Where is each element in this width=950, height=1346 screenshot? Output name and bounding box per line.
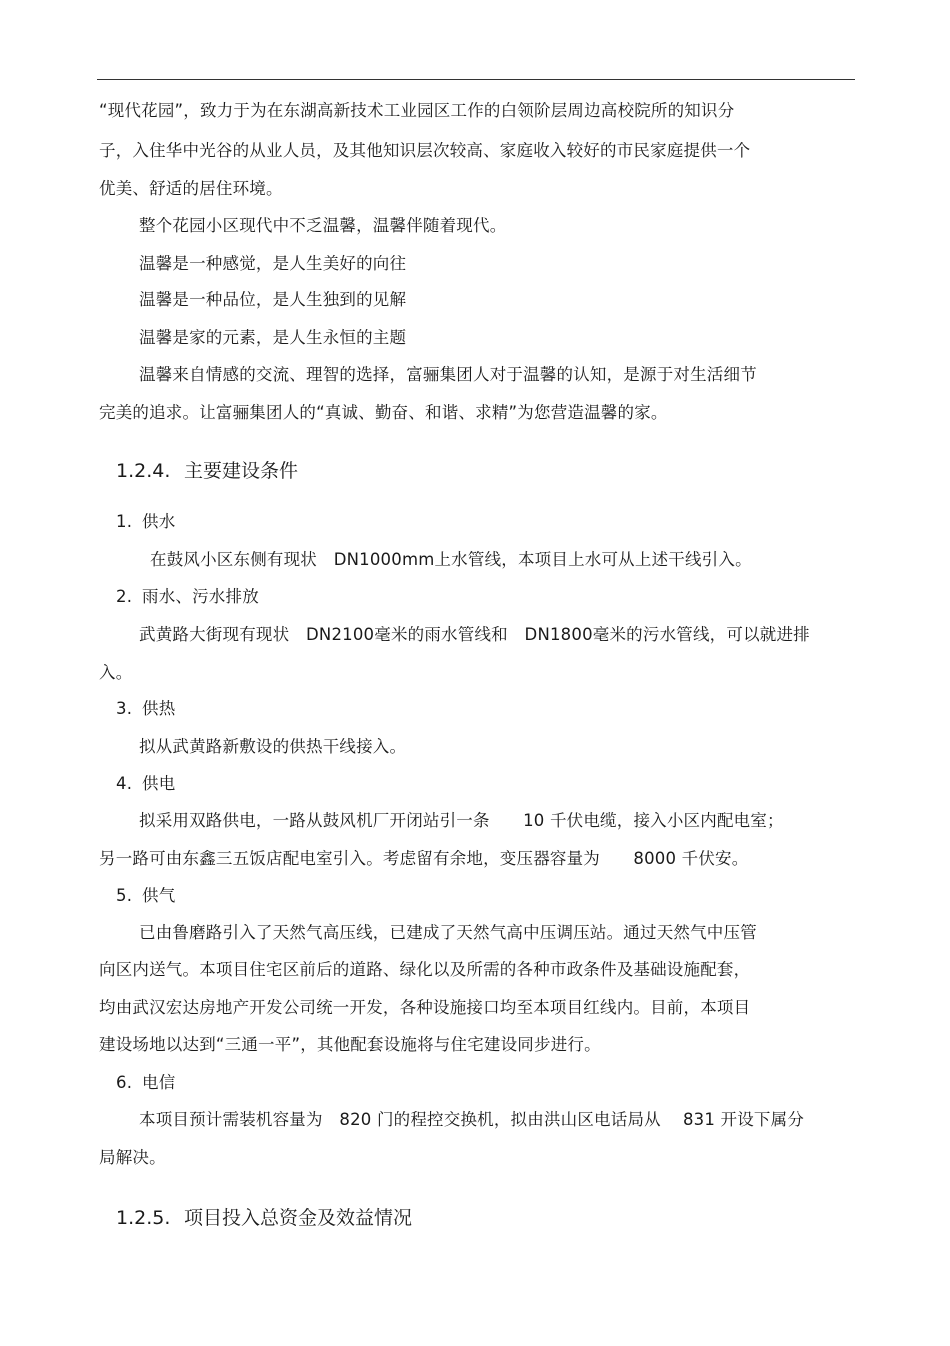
paragraph-line: 整个花园小区现代中不乏温馨，温馨伴随着现代。 [139, 216, 507, 235]
list-item-text: 向区内送气。本项目住宅区前后的道路、绿化以及所需的各种市政条件及基础设施配套， [99, 960, 751, 979]
list-item-text: 拟从武黄路新敷设的供热干线接入。 [139, 737, 407, 756]
list-item-text: 局解决。 [99, 1148, 166, 1167]
list-item-title: 1. 供水 [116, 512, 176, 531]
paragraph-line: 温馨是一种感觉，是人生美好的向往 [139, 254, 407, 273]
list-item-text: 入。 [99, 663, 133, 682]
section-number: 1.2.5. [116, 1207, 171, 1229]
section-heading-1-2-5 [116, 1205, 412, 1231]
list-item-title: 5. 供气 [116, 886, 176, 905]
list-item-title: 2. 雨水、污水排放 [116, 587, 259, 606]
list-item-text: 已由鲁磨路引入了天然气高压线，已建成了天然气高中压调压站。通过天然气中压管 [139, 923, 757, 942]
paragraph-line: 温馨是家的元素，是人生永恒的主题 [139, 328, 407, 347]
list-item-title: 4. 供电 [116, 774, 176, 793]
list-item-text: 均由武汉宏达房地产开发公司统一开发，各种设施接口均至本项目红线内。目前，本项目 [99, 998, 751, 1017]
list-item-text: 拟采用双路供电，一路从鼓风机厂开闭站引一条 10 千伏电缆，接入小区内配电室； [139, 811, 784, 830]
list-item-text: 建设场地以达到“三通一平”，其他配套设施将与住宅建设同步进行。 [99, 1035, 601, 1054]
paragraph-line: 完美的追求。让富骊集团人的“真诚、勤奋、和谐、求精”为您营造温馨的家。 [99, 403, 668, 422]
header-rule [97, 79, 855, 80]
paragraph-line: 子，入住华中光谷的从业人员，及其他知识层次较高、家庭收入较好的市民家庭提供一个 [99, 141, 751, 160]
list-item-title: 6. 电信 [116, 1073, 176, 1092]
paragraph-line: 温馨来自情感的交流、理智的选择，富骊集团人对于温馨的认知，是源于对生活细节 [139, 365, 757, 384]
list-item-text: 在鼓风小区东侧有现状 DN1000mm上水管线，本项目上水可从上述干线引入。 [150, 550, 752, 569]
list-item-text: 武黄路大街现有现状 DN2100毫米的雨水管线和 DN1800毫米的污水管线，可以就进排 [139, 625, 810, 644]
section-heading-1-2-4 [116, 458, 298, 484]
section-title: 项目投入总资金及效益情况 [184, 1207, 413, 1229]
paragraph-line: 温馨是一种品位，是人生独到的见解 [139, 290, 407, 309]
paragraph-line: “现代花园”，致力于为在东湖高新技术工业园区工作的白领阶层周边高校院所的知识分 [99, 101, 735, 120]
list-item-title: 3. 供热 [116, 699, 176, 718]
paragraph-line: 优美、舒适的居住环境。 [99, 179, 283, 198]
list-item-text: 本项目预计需装机容量为 820 门的程控交换机，拟由洪山区电话局从 831 开设下属分 [139, 1110, 805, 1129]
section-number: 1.2.4. [116, 460, 171, 482]
list-item-text: 另一路可由东鑫三五饭店配电室引入。考虑留有余地，变压器容量为 8000 千伏安。 [99, 849, 749, 868]
section-title: 主要建设条件 [184, 460, 299, 482]
